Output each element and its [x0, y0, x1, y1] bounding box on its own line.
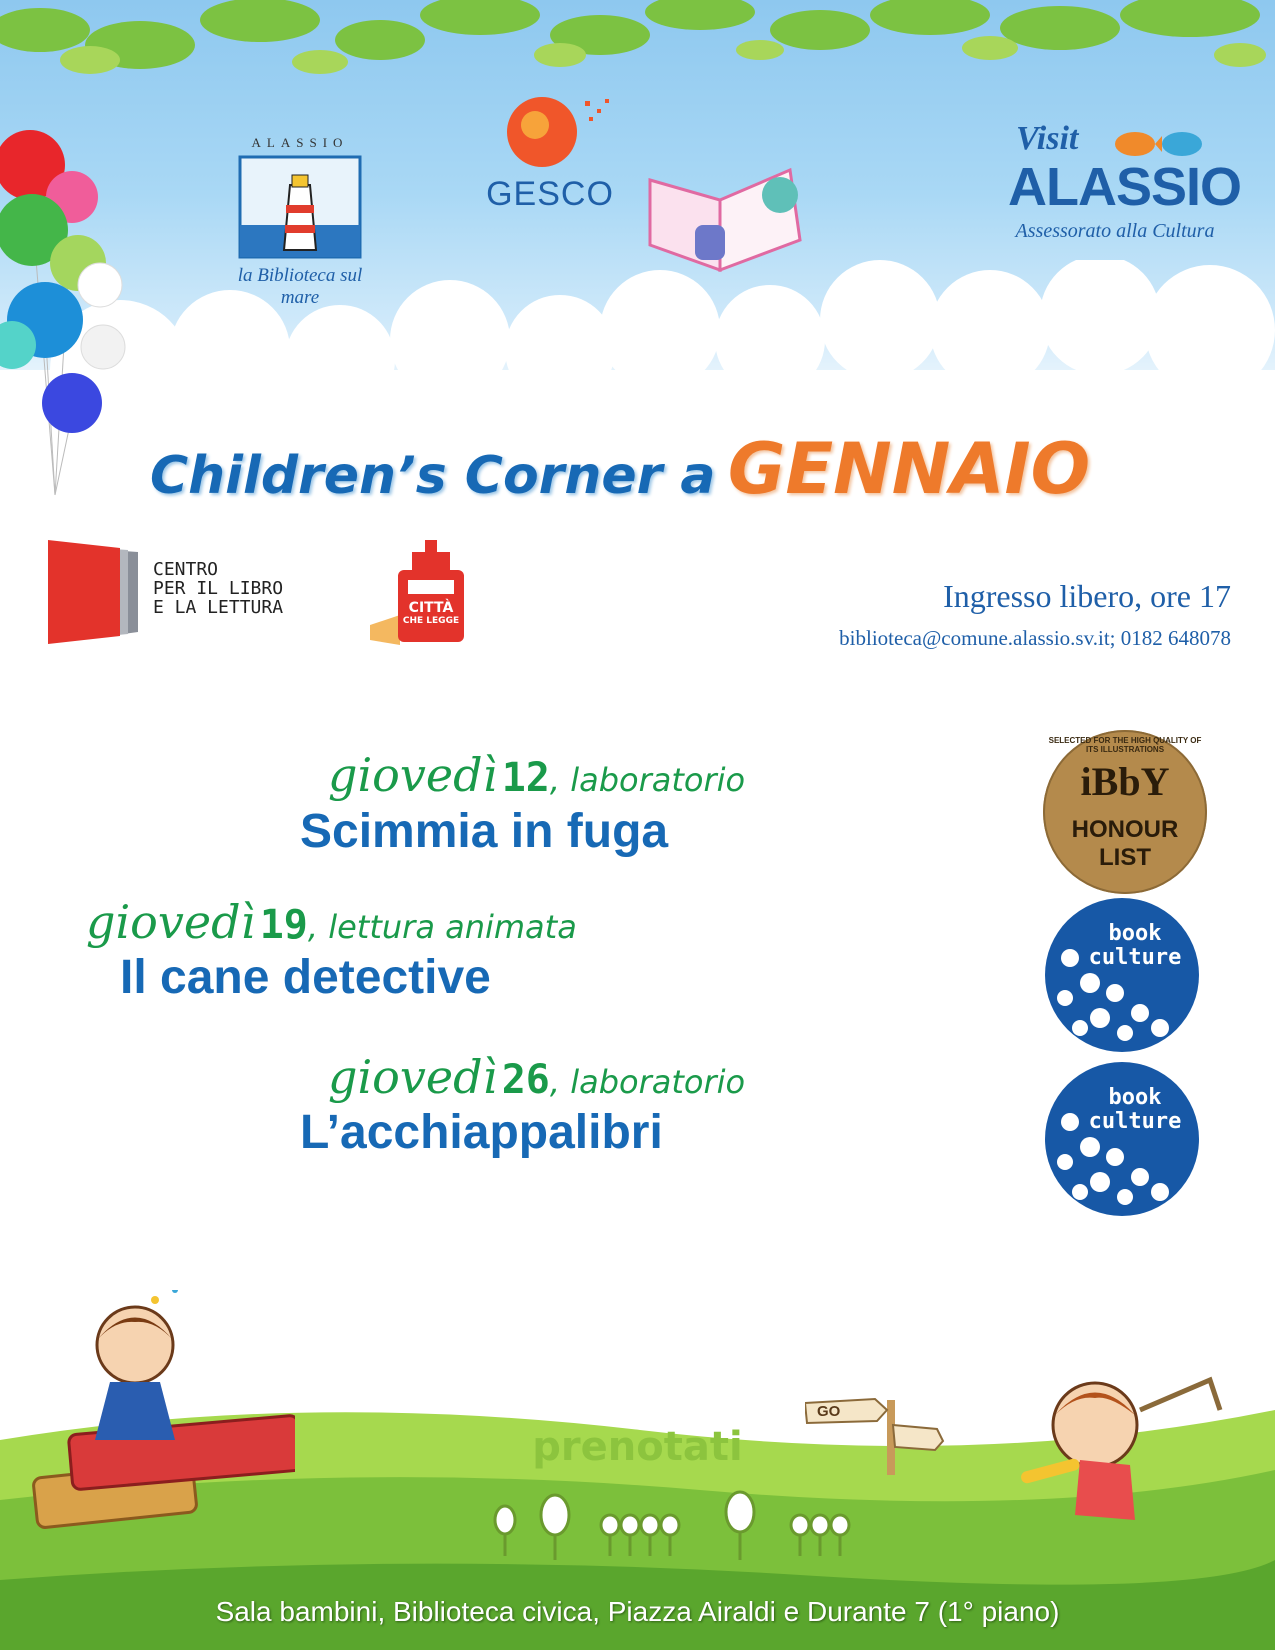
- lighthouse-icon: [238, 155, 362, 260]
- book-culture-2-line-2: culture: [1088, 1109, 1182, 1134]
- event-3-title: L’acchiappalibri: [300, 1106, 663, 1159]
- title-prefix: Children’s Corner a: [150, 446, 716, 506]
- book-culture-badge-2: [1045, 1062, 1199, 1216]
- event-3-kind: , laboratorio: [549, 1063, 746, 1101]
- event-2-title: Il cane detective: [120, 951, 491, 1004]
- library-logo: [220, 135, 380, 308]
- page-title: [150, 428, 1130, 510]
- title-month: GENNAIO: [727, 428, 1091, 510]
- event-1-date: [328, 748, 745, 802]
- event-3-date: [328, 1050, 745, 1104]
- child-reading-illustration: [25, 1290, 295, 1540]
- signpost-text: GO: [817, 1403, 841, 1420]
- ibby-line-2: LIST: [1099, 844, 1151, 871]
- cta-text: prenotati: [532, 1424, 743, 1470]
- cepell-text: [153, 560, 283, 617]
- event-3-day-word: giovedì: [328, 1050, 498, 1104]
- visit-alassio-visit-text: Visit: [1016, 120, 1079, 157]
- library-logo-caption: la Biblioteca sul mare: [237, 265, 363, 308]
- ibby-ring-text: SELECTED FOR THE HIGH QUALITY OF ITS ILLUSTRATIONS: [1048, 736, 1202, 754]
- event-3-day-num: 26: [501, 1057, 550, 1103]
- cepell-line-3: E LA LETTURA: [153, 597, 284, 618]
- gesco-sun-icon: [505, 95, 615, 170]
- visit-alassio-name: ALASSIO: [1008, 157, 1242, 217]
- event-2-day-num: 19: [259, 902, 308, 948]
- event-2-date: [86, 895, 577, 949]
- visit-alassio-subtitle: Assessorato alla Cultura: [1015, 220, 1215, 242]
- ibby-honour-badge: [1043, 730, 1207, 894]
- event-1-title: Scimmia in fuga: [300, 805, 669, 858]
- event-2-kind: , lettura animata: [307, 908, 577, 946]
- cepell-line-2: PER IL LIBRO: [153, 578, 284, 599]
- citta-line-1: CITTÀ: [408, 600, 454, 616]
- library-logo-top-text: ALASSIO: [251, 135, 349, 150]
- visit-alassio-logo: [970, 120, 1240, 250]
- trees-decoration: [490, 1490, 870, 1570]
- book-stack-icon: [48, 540, 143, 645]
- clouds-decoration: [0, 260, 1275, 430]
- ibby-line-1: HONOUR: [1071, 816, 1179, 843]
- event-1-day-word: giovedì: [328, 748, 498, 802]
- event-1-kind: , laboratorio: [549, 761, 746, 799]
- book-culture-badge-1: [1045, 898, 1199, 1052]
- balloons-decoration: [0, 125, 130, 525]
- entry-info: Ingresso libero, ore 17: [943, 578, 1231, 614]
- flowers-icon: [1045, 1102, 1199, 1216]
- citta-che-legge-logo: [370, 540, 470, 645]
- book-tower-icon: [370, 540, 470, 645]
- citta-text: [398, 602, 464, 628]
- open-book-icon: [640, 150, 810, 275]
- gesco-logo: [480, 95, 620, 235]
- gesco-logo-text: GESCO: [486, 175, 614, 213]
- cepell-logo: [48, 540, 308, 645]
- footer-address: Sala bambini, Biblioteca civica, Piazza Airaldi e Durante 7 (1° piano): [215, 1596, 1060, 1627]
- cepell-line-1: CENTRO: [153, 559, 219, 580]
- book-culture-1-line-1: book: [1108, 921, 1162, 946]
- contact-info: biblioteca@comune.alassio.sv.it; 0182 648078: [839, 626, 1231, 650]
- event-2-day-word: giovedì: [86, 895, 256, 949]
- flowers-icon: [1045, 938, 1199, 1052]
- citta-line-2: CHE LEGGE: [402, 616, 460, 626]
- book-culture-2-line-1: book: [1108, 1085, 1162, 1110]
- event-1-day-num: 12: [501, 755, 550, 801]
- book-culture-1-line-2: culture: [1088, 945, 1182, 970]
- foliage-decoration: [0, 0, 1275, 110]
- ibby-logo-text: iBbY: [1080, 759, 1170, 804]
